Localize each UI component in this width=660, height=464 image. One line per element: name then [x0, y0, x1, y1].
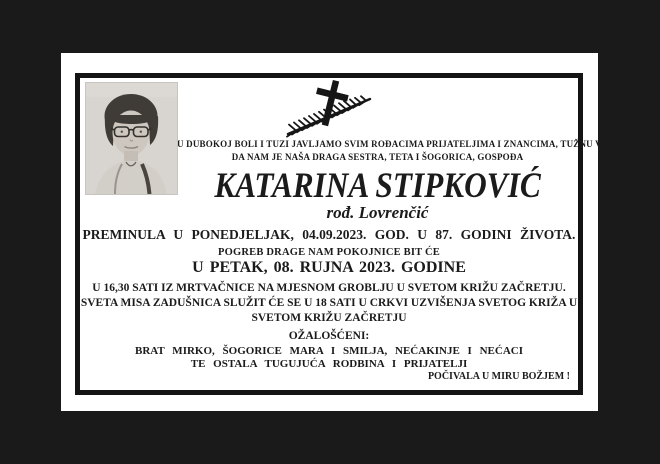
portrait-photo-graphic: [86, 83, 177, 194]
funeral-detail-line-2: SVETA MISA ZADUŠNICA SLUŽIT ĆE SE U 18 SATI U CRKVI UZVIŠENJA SVETOG KRIŽA U: [80, 297, 578, 309]
closing-line: POČIVALA U MIRU BOŽJEM !: [427, 371, 570, 382]
intro-line-1: U DUBOKOJ BOLI I TUZI JAVLJAMO SVIM ROĐACIMA PRIJATELJIMA I ZNANCIMA, TUŽNU VIJEST: [177, 139, 628, 149]
obituary-frame: [75, 73, 628, 395]
mourners-label: OŽALOŠĆENI:: [288, 330, 370, 342]
announcement-body: [80, 227, 578, 383]
funeral-detail-line-1: U 16,30 SATI IZ MRTVAČNICE NA MJESNOM GROBLJU U SVETOM KRIŽU ZAČRETJU.: [92, 282, 566, 294]
maiden-name: rođ. Lovrenčić: [326, 203, 429, 222]
death-date-line: PREMINULA U PONEDJELJAK, 04.09.2023. GOD. U 87. GODINI ŽIVOTA.: [82, 227, 576, 242]
announcement-header: [177, 138, 628, 222]
obituary-card: [61, 53, 628, 411]
funeral-detail-line-3: SVETOM KRIŽU ZAČRETJU: [251, 312, 407, 324]
funeral-date-line: U PETAK, 08. RUJNA 2023. GODINE: [192, 259, 466, 276]
mourners-line-1: BRAT MIRKO, ŠOGORICE MARA I SMILJA, NEĆAKINJE I NEĆACI: [135, 345, 523, 357]
deceased-photo: [86, 83, 177, 194]
funeral-intro-line: POGREB DRAGE NAM POKOJNICE BIT ĆE: [218, 247, 440, 258]
intro-line-2: DA NAM JE NAŠA DRAGA SESTRA, TETA I ŠOGORICA, GOSPOĐA: [231, 152, 524, 162]
deceased-name: KATARINA STIPKOVIĆ: [214, 165, 541, 205]
mourners-line-2: TE OSTALA TUGUJUĆA RODBINA I PRIJATELJI: [190, 358, 468, 370]
